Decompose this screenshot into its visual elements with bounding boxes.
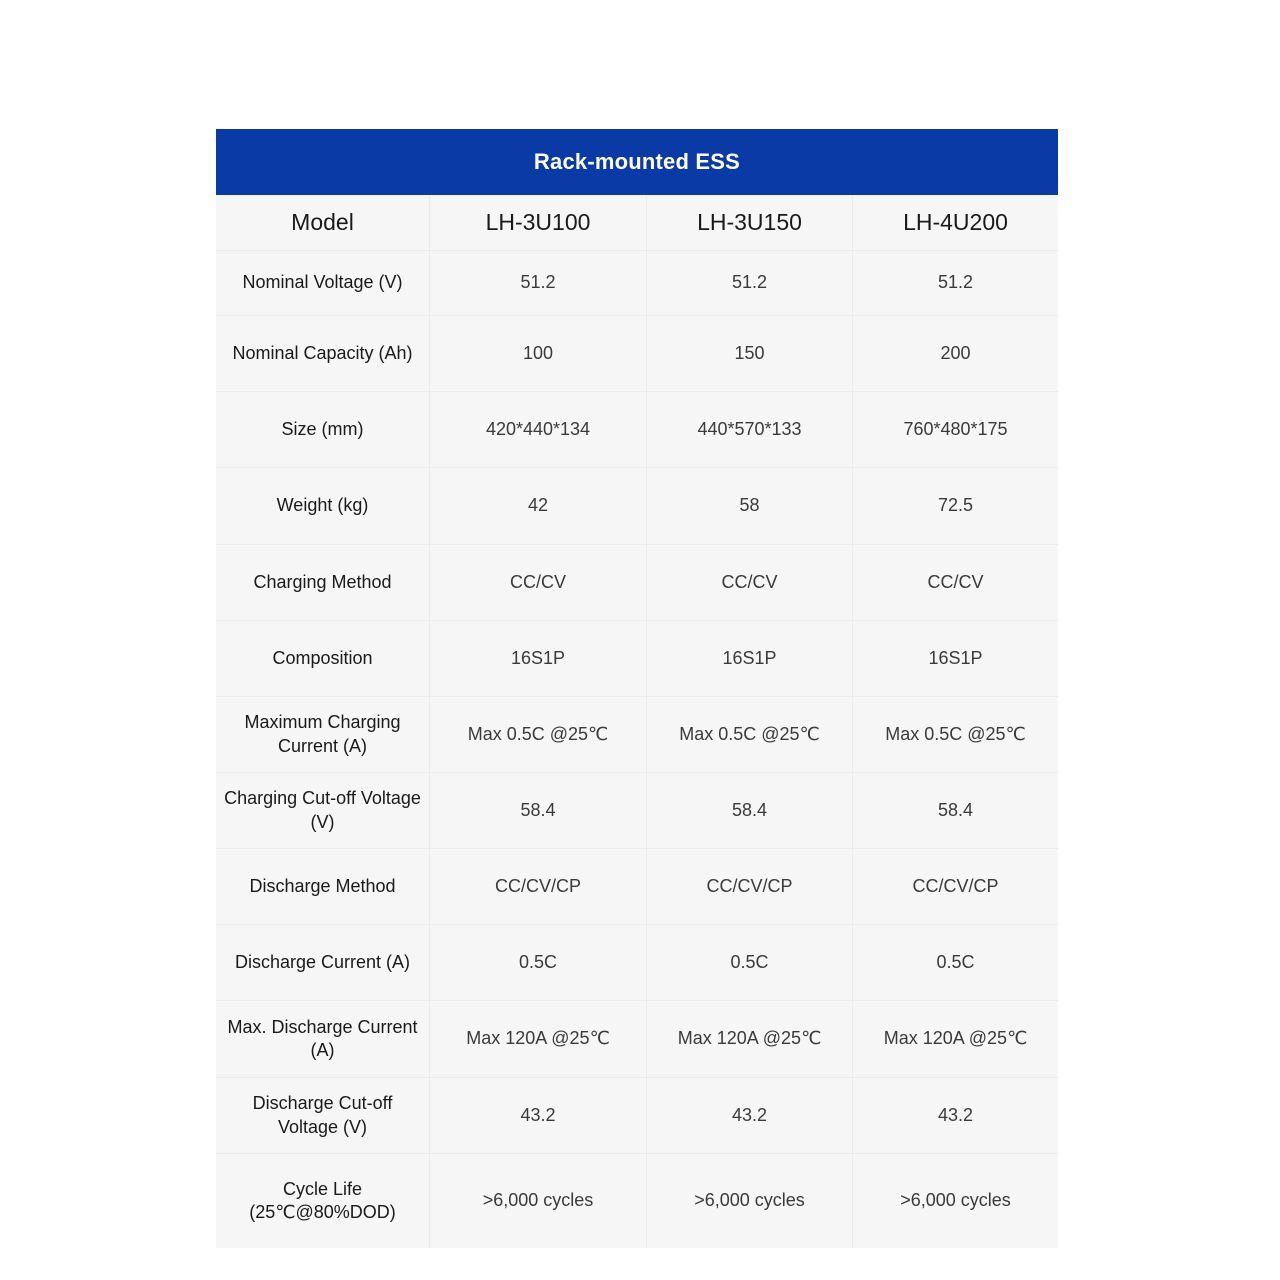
header-cell-lh-3u100: LH-3U100	[430, 195, 647, 250]
row-value: >6,000 cycles	[900, 1190, 1011, 1211]
row-value: CC/CV	[647, 545, 853, 620]
row-label: Cycle Life (25℃@80%DOD)	[216, 1154, 430, 1248]
table-row	[216, 1078, 1058, 1154]
row-value: 16S1P	[430, 621, 647, 696]
table-row	[216, 1154, 1058, 1248]
table-row	[216, 849, 1058, 925]
row-label: Discharge Method	[216, 849, 430, 924]
table-row	[216, 392, 1058, 468]
row-value: CC/CV/CP	[647, 849, 853, 924]
row-label: Maximum Charging Current (A)	[216, 697, 430, 772]
row-value: 58.4	[647, 773, 853, 848]
header-cell-model: Model	[216, 195, 430, 250]
table-title: Rack-mounted ESS	[216, 129, 1058, 195]
row-value: 42	[430, 468, 647, 544]
row-label: Charging Cut-off Voltage (V)	[216, 773, 430, 848]
table-row	[216, 316, 1058, 392]
row-value: 58.4	[937, 799, 974, 820]
row-value: 72.5	[937, 495, 974, 516]
spec-table	[216, 129, 1058, 1248]
row-label: Size (mm)	[216, 392, 430, 467]
row-value: 58	[647, 468, 853, 544]
table-row	[216, 545, 1058, 621]
table-row	[216, 697, 1058, 773]
row-value: 43.2	[647, 1078, 853, 1153]
row-value: Max 120A @25℃	[647, 1001, 853, 1077]
row-label: Discharge Cut-off Voltage (V)	[216, 1078, 430, 1153]
table-row	[216, 251, 1058, 316]
table-row	[216, 925, 1058, 1001]
row-value: 150	[647, 316, 853, 391]
row-value: Max 0.5C @25℃	[430, 697, 647, 772]
row-value: 43.2	[430, 1078, 647, 1153]
row-value: Max 0.5C @25℃	[647, 697, 853, 772]
table-row	[216, 773, 1058, 849]
row-value: >6,000 cycles	[430, 1154, 647, 1248]
row-label: Charging Method	[216, 545, 430, 620]
table-header-row	[216, 195, 1058, 251]
header-cell-lh-4u200: LH-4U200	[903, 208, 1008, 235]
row-value: 43.2	[937, 1104, 974, 1125]
row-value: CC/CV/CP	[430, 849, 647, 924]
row-value: Max 0.5C @25℃	[885, 723, 1026, 744]
row-value: Max 120A @25℃	[430, 1001, 647, 1077]
row-value: CC/CV	[430, 545, 647, 620]
row-value: 420*440*134	[430, 392, 647, 467]
row-value: 0.5C	[430, 925, 647, 1000]
row-label: Composition	[216, 621, 430, 696]
row-value: 0.5C	[647, 925, 853, 1000]
row-value: 440*570*133	[647, 392, 853, 467]
row-label: Nominal Voltage (V)	[216, 251, 430, 315]
table-row	[216, 1001, 1058, 1078]
row-value: 760*480*175	[903, 418, 1008, 439]
row-label: Nominal Capacity (Ah)	[216, 316, 430, 391]
row-label: Weight (kg)	[216, 468, 430, 544]
row-value: >6,000 cycles	[647, 1154, 853, 1248]
table-row	[216, 468, 1058, 545]
row-value: 51.2	[647, 251, 853, 315]
row-value: 51.2	[937, 272, 974, 293]
row-label: Discharge Current (A)	[216, 925, 430, 1000]
row-value: Max 120A @25℃	[883, 1028, 1028, 1049]
row-value: CC/CV/CP	[912, 875, 999, 896]
header-cell-lh-3u150: LH-3U150	[647, 195, 853, 250]
table-row	[216, 621, 1058, 697]
row-value: 16S1P	[647, 621, 853, 696]
row-value: 0.5C	[936, 951, 975, 972]
row-value: 200	[940, 342, 971, 363]
row-value: 51.2	[430, 251, 647, 315]
row-value: 100	[430, 316, 647, 391]
row-value: 16S1P	[928, 647, 983, 668]
row-value: 58.4	[430, 773, 647, 848]
row-label: Max. Discharge Current (A)	[216, 1001, 430, 1077]
row-value: CC/CV	[927, 571, 984, 592]
